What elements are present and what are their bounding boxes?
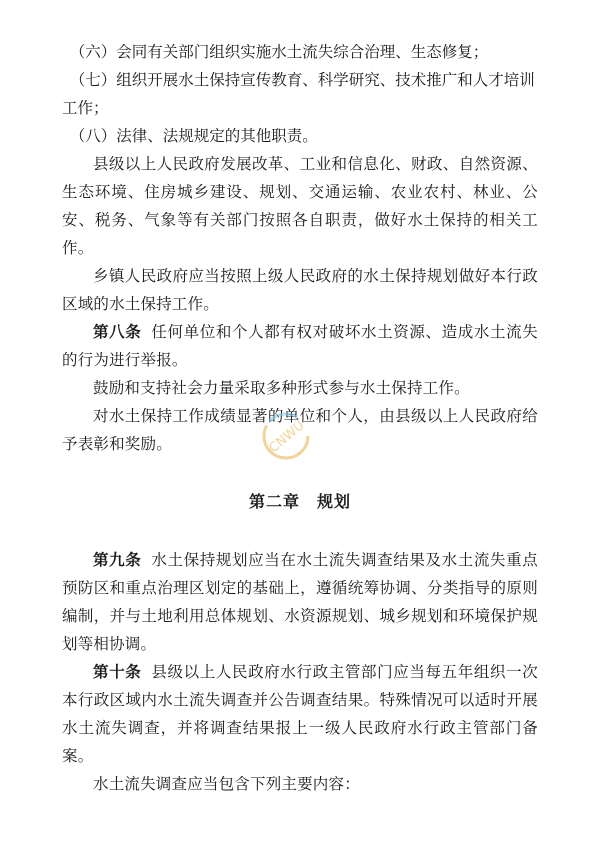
article-9-text: 水土保持规划应当在水土流失调查结果及水土流失重点预防区和重点治理区划定的基础上，遵循统筹协调、分类指导的原则编制，并与土地利用总体规划、水资源规划、城乡规划和环境保护规划等相协调。 bbox=[62, 551, 538, 653]
paragraph-encourage: 鼓励和支持社会力量采取多种形式参与水土保持工作。 bbox=[93, 379, 470, 397]
item-seven: （七）组织开展水土保持宣传教育、科学研究、技术推广和人才培训工作； bbox=[62, 71, 535, 117]
article-9-label: 第九条 bbox=[93, 551, 142, 569]
chapter-heading: 第二章 规划 bbox=[248, 492, 351, 511]
article-9 bbox=[62, 546, 538, 658]
article-8-text: 任何单位和个人都有权对破坏水土资源、造成水土流失的行为进行举报。 bbox=[62, 323, 538, 369]
document-page bbox=[62, 38, 538, 798]
item-eight: （八）法律、法规规定的其他职责。 bbox=[69, 127, 318, 145]
article-10-text: 县级以上人民政府水行政主管部门应当每五年组织一次本行政区域内水土流失调查并公告调查结果。特殊情况可以适时开展水土流失调查，并将调查结果报上一级人民政府水行政主管部门备案。 bbox=[62, 663, 538, 765]
article-10 bbox=[62, 658, 538, 770]
paragraph-township: 乡镇人民政府应当按照上级人民政府的水土保持规划做好本行政区域的水土保持工作。 bbox=[62, 267, 538, 313]
article-8-label: 第八条 bbox=[93, 323, 142, 341]
paragraph-reward: 对水土保持工作成绩显著的单位和个人，由县级以上人民政府给予表彰和奖励。 bbox=[62, 407, 538, 453]
paragraph-survey: 水土流失调查应当包含下列主要内容： bbox=[93, 775, 360, 793]
article-10-label: 第十条 bbox=[93, 663, 142, 681]
item-six: （六）会同有关部门组织实施水土流失综合治理、生态修复； bbox=[69, 43, 489, 61]
paragraph-county-departments: 县级以上人民政府发展改革、工业和信息化、财政、自然资源、生态环境、住房城乡建设、规划、交通运输、农业农村、林业、公安、税务、气象等有关部门按照各自职责，做好水土保持的相关工作。 bbox=[62, 155, 538, 257]
article-8 bbox=[62, 318, 538, 374]
watermark-text: CNWU bbox=[266, 418, 308, 457]
